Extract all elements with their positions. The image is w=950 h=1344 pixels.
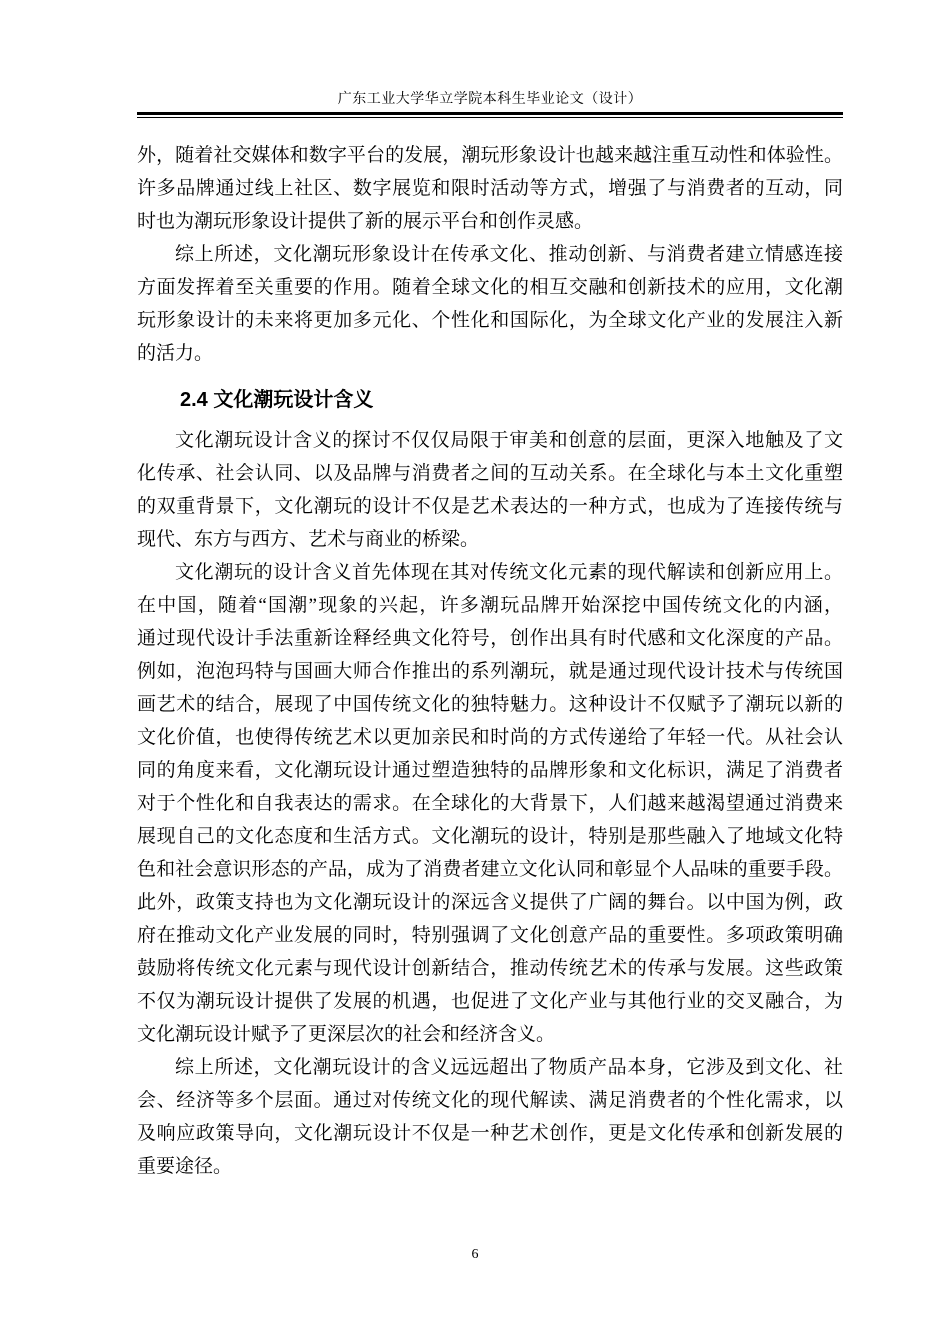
text-line: 文化潮玩设计赋予了更深层次的社会和经济含义。 [137, 1024, 556, 1045]
text-line: 方面发挥着至关重要的作用。随着全球文化的相互交融和创新技术的应用，文化潮 [137, 277, 843, 298]
header-title: 广东工业大学华立学院本科生毕业论文（设计） [337, 92, 643, 107]
text-line: 外，随着社交媒体和数字平台的发展，潮玩形象设计也越来越注重互动性和体验性。 [137, 145, 843, 166]
paragraph [137, 238, 843, 370]
body-text-top [137, 139, 843, 370]
text-line: 文化价值，也使得传统艺术以更加亲民和时尚的方式传递给了年轻一代。从社会认 [137, 727, 843, 748]
text-line: 色和社会意识形态的产品，成为了消费者建立文化认同和彰显个人品味的重要手段。 [137, 859, 843, 880]
text-line: 会、经济等多个层面。通过对传统文化的现代解读、满足消费者的个性化需求，以 [137, 1090, 843, 1111]
text-line: 此外，政策支持也为文化潮玩设计的深远含义提供了广阔的舞台。以中国为例，政 [137, 892, 843, 913]
paragraph [137, 139, 843, 238]
section-heading: 2.4 文化潮玩设计含义 [180, 389, 374, 411]
text-line: 的双重背景下，文化潮玩的设计不仅是艺术表达的一种方式，也成为了连接传统与 [137, 496, 843, 517]
text-line: 展现自己的文化态度和生活方式。文化潮玩的设计，特别是那些融入了地域文化特 [137, 826, 843, 847]
text-line: 许多品牌通过线上社区、数字展览和限时活动等方式，增强了与消费者的互动，同 [137, 178, 843, 199]
text-line: 重要途径。 [137, 1156, 233, 1177]
text-line: 及响应政策导向，文化潮玩设计不仅是一种艺术创作，更是文化传承和创新发展的 [137, 1123, 843, 1144]
header-rule-thick [137, 112, 843, 115]
text-line: 府在推动文化产业发展的同时，特别强调了文化创意产品的重要性。多项政策明确 [137, 925, 843, 946]
text-line: 综上所述，文化潮玩设计的含义远远超出了物质产品本身，它涉及到文化、社 [175, 1057, 843, 1078]
text-line: 文化潮玩设计含义的探讨不仅仅局限于审美和创意的层面，更深入地触及了文 [175, 430, 843, 451]
text-line: 不仅为潮玩设计提供了发展的机遇，也促进了文化产业与其他行业的交叉融合，为 [137, 991, 843, 1012]
text-line: 画艺术的结合，展现了中国传统文化的独特魅力。这种设计不仅赋予了潮玩以新的 [137, 694, 843, 715]
paragraph [137, 1051, 843, 1183]
text-line: 对于个性化和自我表达的需求。在全球化的大背景下，人们越来越渴望通过消费来 [137, 793, 843, 814]
text-line: 例如，泡泡玛特与国画大师合作推出的系列潮玩，就是通过现代设计技术与传统国 [137, 661, 843, 682]
text-line: 文化潮玩的设计含义首先体现在其对传统文化元素的现代解读和创新应用上。 [175, 562, 843, 583]
text-line: 现代、东方与西方、艺术与商业的桥梁。 [137, 529, 480, 550]
text-line: 化传承、社会认同、以及品牌与消费者之间的互动关系。在全球化与本土文化重塑 [137, 463, 843, 484]
text-line: 玩形象设计的未来将更加多元化、个性化和国际化，为全球文化产业的发展注入新 [137, 310, 843, 331]
text-line: 同的角度来看，文化潮玩设计通过塑造独特的品牌形象和文化标识，满足了消费者 [137, 760, 843, 781]
header-rule-thin [137, 117, 843, 118]
text-line: 时也为潮玩形象设计提供了新的展示平台和创作灵感。 [137, 211, 594, 232]
paragraph [137, 424, 843, 556]
paragraph [137, 556, 843, 1051]
body-text-bottom [137, 424, 843, 1183]
text-line: 通过现代设计手法重新诠释经典文化符号，创作出具有时代感和文化深度的产品。 [137, 628, 843, 649]
text-line: 在中国，随着“国潮”现象的兴起，许多潮玩品牌开始深挖中国传统文化的内涵， [137, 595, 843, 616]
text-line: 综上所述，文化潮玩形象设计在传承文化、推动创新、与消费者建立情感连接 [175, 244, 843, 265]
text-line: 鼓励将传统文化元素与现代设计创新结合，推动传统艺术的传承与发展。这些政策 [137, 958, 843, 979]
page-number: 6 [471, 1247, 479, 1262]
text-line: 的活力。 [137, 343, 214, 364]
